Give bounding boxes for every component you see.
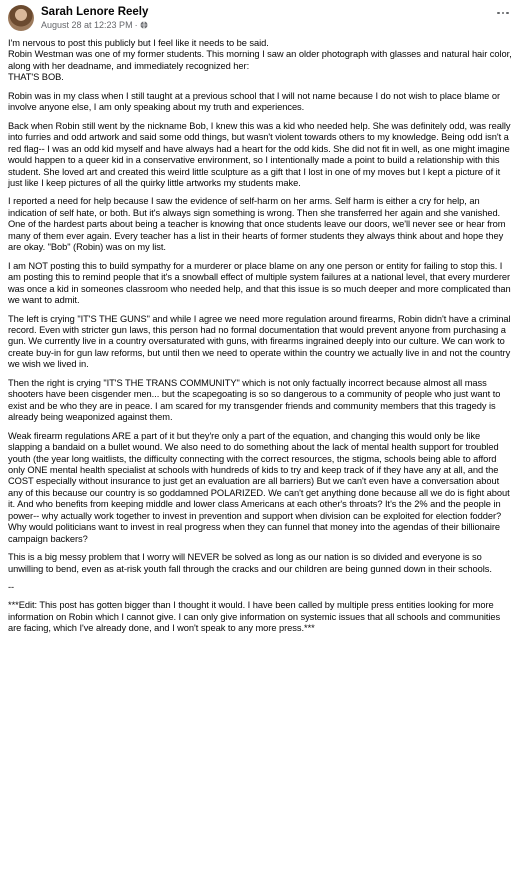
avatar[interactable] — [8, 5, 34, 31]
paragraph-4: I reported a need for help because I saw the evidence of self-harm on her arms. Self harm is either a cry for help, an indication of self hate, or both. But it's always sign something is wrong. Then she transferred her again and she vanished. One of the hardest parts about being a teacher is knowing that once students leave our doors, we'll never see or hear from many of them ever again. Every teacher has a list in their hearts of former students they always think about and hope they are okay. "Bob" (Robin) was on my list. — [8, 196, 506, 253]
post-subline — [41, 20, 512, 30]
paragraph-5: I am NOT posting this to build sympathy for a murderer or place blame on any one person or entity for failing to stop this. I am posting this to remind people that it's a snowball effect of multiple system failures at a national level, that every murderer was once a kid in someones classroom who needed help, and that this issue is so much deeper and more complicated than we want to admit. — [8, 260, 511, 306]
more-dot — [506, 12, 508, 14]
post-body — [8, 38, 512, 635]
paragraph-8: Weak firearm regulations ARE a part of it but they're only a part of the equation, and changing this would only be like slapping a bandaid on a bullet wound. We also need to do something about the lack of mental health support for troubled youth (the year long waitlists, the difficulty connecting with the correct resources, the stigma, schools being able to afford only ONE mental health specialist at schools with hundreds of kids to try and keep track of if they have any at all, and the COST especially without insurance to just get an evaluation are all barriers) But we can't even have a conversation about any of this because our country is so goddamned POLARIZED. We can't get anything done because all we do is fight about it. And who benefits from keeping middle and lower class Americans at each other's throats? It's the 2% and the people in power-- why actually work together to invest in prevention and support when division can be exploited for election fodder? Why would politicians want to invest in real progress when they can funnel that money into the agendas of their billionaire campaign backers? — [8, 430, 510, 544]
more-options-button[interactable] — [494, 6, 512, 20]
globe-icon — [140, 21, 148, 29]
paragraph-7: Then the right is crying "IT'S THE TRANS COMMUNITY" which is not only factually incorrect because almost all mass shooters have been cisgender men... but the scapegoating is so so dangerous to a community of people who just want to exist and be who they are in peace. I am scared for my transgender friends and community members that this tragedy is already being weaponized against them. — [8, 377, 501, 423]
paragraph-1: I'm nervous to post this publicly but I feel like it needs to be said. Robin Westman was one of my former students. This morning I saw an older photograph with glasses and natural hair color, along with her deadname, and immediately recognized her: THAT'S BOB. — [8, 38, 512, 83]
author-name[interactable]: Sarah Lenore Reely — [41, 5, 149, 18]
post-header — [8, 0, 512, 35]
paragraph-6: The left is crying "IT'S THE GUNS" and while I agree we need more regulation around firearms, Robin didn't have a criminal record. Even with stricter gun laws, this person had no formal documentation that would prevent anyone from purchasing a gun. We currently live in a country oversaturated with guns, with firearms ingrained deeply into our culture. We can work to create buy-in for gun law reforms, but until then we need to operate within the country we actually live in and not the country we wish we lived in. — [8, 313, 511, 370]
more-dot — [502, 12, 504, 14]
paragraph-3: Back when Robin still went by the nickname Bob, I knew this was a kid who needed help. She was definitely odd, was really into furries and odd artwork and said some odd things, but wasn't violent towards others to my knowledge. Being odd isn't a red flag-- I was an odd kid myself and have always had a heart for the odd kids. She did not fit in well, as one might imagine would happen to a queer kid in a conservative environment, so I intentionally made a point to build a relationship with this student. She loved art and created this weird little sculpture as a gift that I lost in one of my moves but I kept a picture of it just like I keep pictures of all the quirky little artworks my students make. — [8, 120, 511, 188]
post-meta — [41, 6, 512, 31]
paragraph-9: This is a big messy problem that I worry will NEVER be solved as long as our nation is so divided and everyone is so unwilling to bend, even as at-risk youth fall through the cracks and our children are being gunned down in their schools. — [8, 552, 492, 574]
divider-text: -- — [8, 582, 15, 593]
more-horizontal-icon — [497, 12, 499, 14]
separator-dot: · — [134, 19, 138, 30]
post-timestamp[interactable]: August 28 at 12:23 PM — [41, 19, 133, 30]
paragraph-2: Robin was in my class when I still taught at a previous school that I will not name because I do not wish to place blame or involve anyone else, I am only speaking about my truth and experiences. — [8, 90, 501, 113]
edit-note: ***Edit: This post has gotten bigger than I thought it would. I have been called by multiple press entities looking for more information on Robin which I cannot give. I can only give information on systemic issues that all schools and communities are facing, which I've already done, and I won't speak to any more press.*** — [8, 600, 501, 634]
